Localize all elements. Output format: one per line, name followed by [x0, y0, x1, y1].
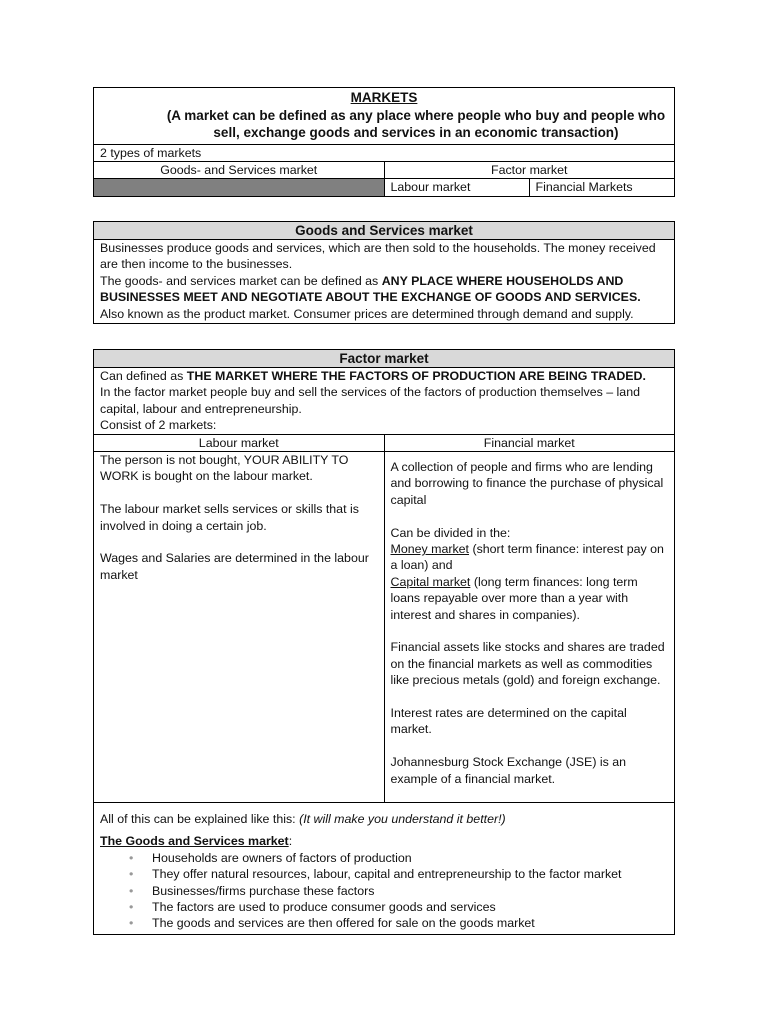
bullet-item: • The factors are used to produce consumer goods and services	[152, 899, 668, 915]
factor-definition-lead: Can defined as	[100, 369, 187, 383]
shaded-cell	[94, 179, 384, 196]
goods-services-heading: Goods and Services market	[94, 222, 674, 240]
financial-para3: Financial assets like stocks and shares are traded on the financial markets as well as commodities like precious metals (gold) and foreign exchange.	[390, 640, 665, 688]
markets-title-cell	[94, 88, 674, 144]
factor-definition	[100, 368, 668, 384]
goods-services-subheading: The Goods and Services market	[100, 834, 289, 849]
bullet-item: • They offer natural resources, labour, capital and entrepreneurship to the factor market	[152, 866, 668, 882]
factor-definition-bold: THE MARKET WHERE THE FACTORS OF PRODUCTION ARE BEING TRADED.	[186, 369, 646, 383]
financial-markets-cell: Financial Markets	[529, 179, 674, 196]
financial-para1: A collection of people and firms who are lending and borrowing to finance the purchase of physical capital	[390, 460, 664, 507]
factor-market-intro	[94, 368, 674, 435]
explanation-intro	[100, 811, 668, 827]
bullet-item: • Businesses/firms purchase these factors	[152, 883, 668, 899]
goods-services-para2-lead: The goods- and services market can be defined as	[100, 273, 382, 288]
capital-market-line	[391, 574, 669, 623]
factor-line2: In the factor market people buy and sell the services of the factors of production themselves – land capital, labour and entrepreneurship.	[100, 385, 640, 416]
money-market-desc: (short term finance: interest pay on a loan) and	[390, 542, 664, 573]
capital-market-term: Capital market	[390, 574, 471, 589]
financial-market-content	[384, 452, 674, 803]
money-market-line	[391, 541, 669, 574]
financial-para5: Johannesburg Stock Exchange (JSE) is an example of a financial market.	[390, 755, 627, 786]
goods-services-market-cell: Goods- and Services market	[94, 161, 384, 178]
bullet-item: • The goods and services are then offered for sale on the goods market	[152, 915, 668, 931]
labour-market-content	[94, 452, 384, 803]
markets-title: MARKETS	[350, 90, 418, 105]
factor-market-cell: Factor market	[384, 161, 674, 178]
bullet-item: • Households are owners of factors of production	[152, 850, 668, 866]
explanation-intro-text: All of this can be explained like this:	[100, 812, 300, 827]
financial-market-header: Financial market	[384, 434, 674, 451]
goods-services-definition: ANY PLACE WHERE HOUSEHOLDS AND BUSINESSES MEET AND NEGOTIATE ABOUT THE EXCHANGE OF GOODS AND SERVICES.	[100, 273, 641, 305]
goods-services-para1: Businesses produce goods and services, which are then sold to the households. The money received are then income to the businesses.	[100, 241, 656, 272]
goods-services-body	[94, 240, 674, 324]
money-market-term: Money market	[390, 542, 470, 557]
explanation-bullet-list	[100, 850, 668, 932]
explanation-cell	[94, 803, 674, 934]
financial-para4: Interest rates are determined on the capital market.	[390, 706, 627, 737]
labour-market-cell: Labour market	[384, 179, 529, 196]
goods-services-para2	[100, 273, 668, 306]
labour-para1: The person is not bought, YOUR ABILITY TO WORK is bought on the labour market.	[100, 453, 349, 484]
factor-line3: Consist of 2 markets:	[100, 418, 217, 433]
markets-definition: (A market can be defined as any place where people who buy and people who sell, exchange goods and services in an economic transaction)	[166, 107, 666, 140]
goods-services-para3: Also known as the product market. Consumer prices are determined through demand and supply.	[100, 306, 634, 321]
types-of-markets: 2 types of markets	[94, 144, 674, 161]
explanation-subheading	[100, 833, 668, 849]
capital-market-desc: (long term finances: long term loans repayable over more than a year with interest and shares in companies).	[390, 574, 638, 622]
labour-para2: The labour market sells services or skills that is involved in doing a certain job.	[100, 502, 359, 533]
labour-para3: Wages and Salaries are determined in the labour market	[100, 551, 369, 582]
markets-table	[93, 87, 675, 197]
goods-services-table	[93, 221, 675, 324]
factor-market-table	[93, 349, 675, 935]
subheading-colon: :	[288, 834, 293, 849]
financial-para2: Can be divided in the:	[390, 525, 511, 540]
factor-market-heading: Factor market	[94, 350, 674, 368]
labour-market-header: Labour market	[94, 434, 384, 451]
explanation-intro-italic: (It will make you understand it better!)	[299, 812, 506, 827]
